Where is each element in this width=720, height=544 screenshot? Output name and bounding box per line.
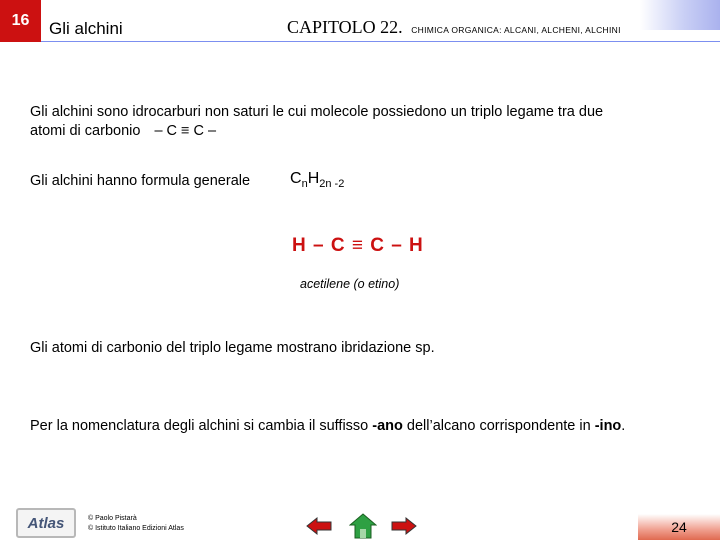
suffix-ano: -ano (372, 418, 403, 434)
nomenclature-paragraph (30, 417, 625, 436)
copyright-publisher: © Istituto Italiano Edizioni Atlas (88, 525, 184, 532)
formula-h-subscript: 2n -2 (319, 178, 345, 190)
intro-line-2 (30, 122, 603, 141)
formula-h: H (307, 170, 320, 187)
chapter-title-text: CAPITOLO 22. (287, 17, 403, 37)
chapter-number-badge: 16 (0, 0, 41, 42)
formula-label: Gli alchini hanno formula generale (30, 173, 251, 189)
chapter-subtitle: CHIMICA ORGANICA: ALCANI, ALCHENI, ALCHINI (411, 25, 621, 35)
header-rule (41, 41, 720, 42)
triple-bond-symbol: – C ≡ C – (154, 123, 217, 139)
intro-line-2-text: atomi di carbonio (30, 123, 141, 139)
nomenclature-text-pre: Per la nomenclatura degli alchini si cambia il suffisso (30, 418, 373, 434)
nomenclature-text-end: . (621, 418, 626, 434)
home-button[interactable] (349, 513, 377, 539)
acetylene-structure: H – C ≡ C – H (292, 235, 424, 256)
suffix-ino: -ino (594, 418, 622, 434)
formula-c-subscript: n (301, 178, 308, 190)
intro-line-1: Gli alchini sono idrocarburi non saturi le cui molecole possiedono un triplo legame tra due (30, 104, 604, 120)
back-arrow-icon (305, 516, 333, 536)
home-icon (349, 513, 377, 539)
chapter-title (287, 17, 621, 38)
atlas-logo (16, 508, 76, 538)
forward-arrow-icon (390, 516, 418, 536)
forward-button[interactable] (390, 516, 418, 536)
page-number-badge (638, 514, 720, 540)
header-corner-gradient (640, 0, 720, 30)
intro-paragraph (30, 103, 603, 141)
hybridization-text: Gli atomi di carbonio del triplo legame mostrano ibridazione sp. (30, 340, 435, 356)
logo-text: Atlas (27, 514, 65, 532)
nomenclature-text-mid: dell’alcano corrispondente in (402, 418, 595, 434)
copyright-block (88, 514, 184, 534)
copyright-author: © Paolo Pistarà (88, 515, 137, 522)
formula-c: C (290, 170, 302, 187)
section-title: Gli alchini (49, 19, 123, 38)
page-number: 24 (671, 519, 687, 535)
back-button[interactable] (305, 516, 333, 536)
general-formula (290, 170, 344, 190)
structure-caption: acetilene (o etino) (300, 277, 400, 291)
